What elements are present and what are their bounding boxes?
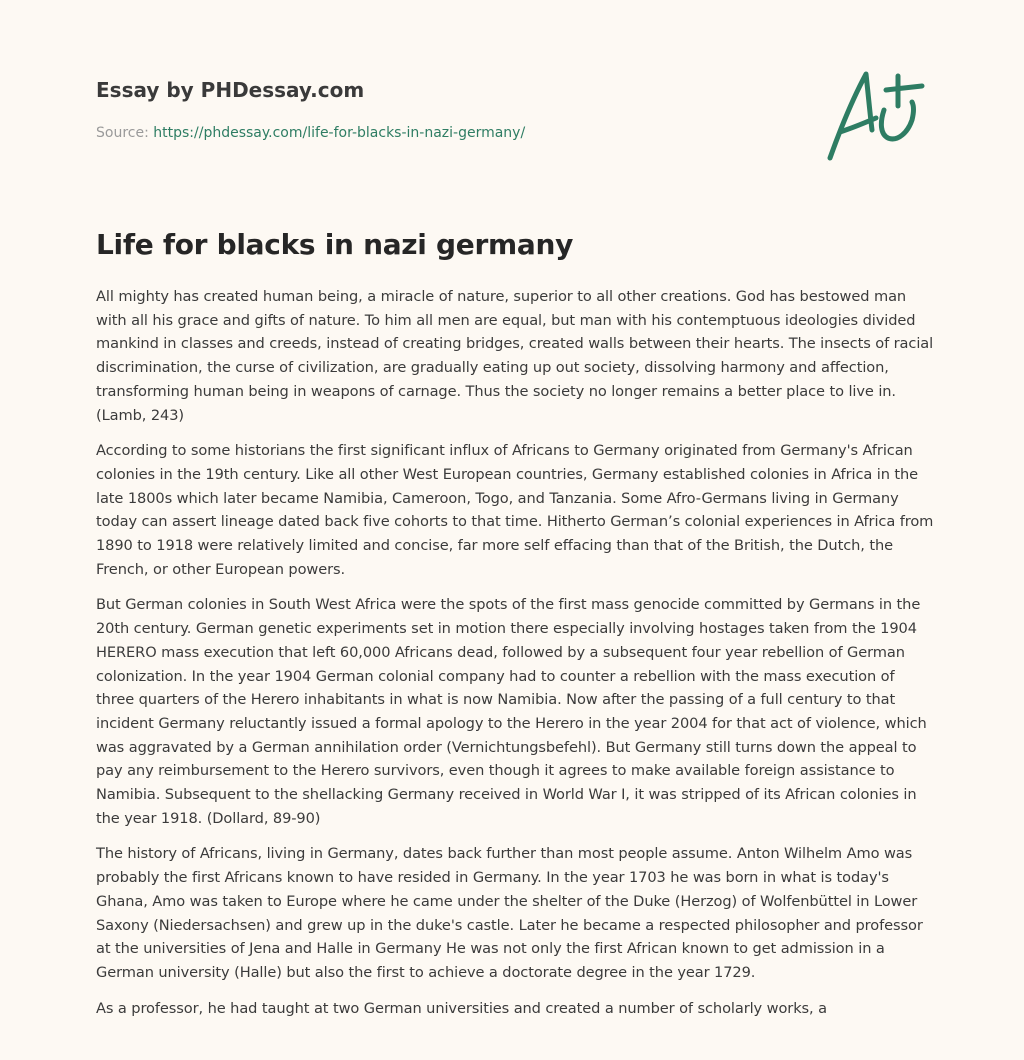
page-header: [96, 76, 796, 143]
essay-paragraph: But German colonies in South West Africa were the spots of the first mass genocide committed by Germans in the 20th century. German genetic experiments set in motion there especially involving hostages taken from the 1904 HERERO mass execution that left 60,000 Africans dead, followed by a subsequent four year rebellion of German colonization. In the year 1904 German colonial company had to counter a rebellion with the mass execution of three quarters of the Herero inhabitants in what is now Namibia. Now after the passing of a full century to that incident Germany reluctantly issued a formal apology to the Herero in the year 2004 for that act of violence, which was aggravated by a German annihilation order (Vernichtungsbefehl). But Germany still turns down the appeal to pay any reimbursement to the Herero survivors, even though it agrees to make available foreign assistance to Namibia. Subsequent to the shellacking Germany received in World War I, it was stripped of its African colonies in the year 1918. (Dollard, 89-90): [96, 596, 927, 827]
essay-paragraph: As a professor, he had taught at two German universities and created a number of scholarly works, a: [96, 999, 827, 1017]
source-link[interactable]: https://phdessay.com/life-for-blacks-in-nazi-germany/: [153, 125, 526, 141]
essay-paragraph: The history of Africans, living in Germany, dates back further than most people assume. Anton Wilhelm Amo was probably the first Africans known to have resided in Germany. In the year 1703 he was born in what is today's Ghana, Amo was taken to Europe where he came under the shelter of the Duke (Herzog) of Wolfenbüttel in Lower Saxony (Niedersachsen) and grew up in the duke's castle. Later he became a respected philosopher and professor at the universities of Jena and Halle in Germany He was not only the first African known to get admission in a German university (Halle) but also the first to achieve a doctorate degree in the year 1729.: [96, 845, 923, 981]
a-plus-logo-icon: [822, 66, 932, 166]
essay-paragraph: According to some historians the first significant influx of Africans to Germany originated from Germany's African colonies in the 19th century. Like all other West European countries, Germany established colonies in Africa in the late 1800s which later became Namibia, Cameroon, Togo, and Tanzania. Some Afro-Germans living in Germany today can assert lineage dated back five cohorts to that time. Hitherto German’s colonial experiences in Africa from 1890 to 1918 were relatively limited and concise, far more self effacing than that of the British, the Dutch, the French, or other European powers.: [96, 442, 934, 578]
site-title: Essay by PHDessay.com: [96, 78, 365, 102]
essay-body: [96, 285, 936, 1032]
source-line: [96, 123, 796, 143]
essay-paragraph: All mighty has created human being, a miracle of nature, superior to all other creations. God has bestowed man with all his grace and gifts of nature. To him all men are equal, but man with his contemptuous ideologies divided mankind in classes and creeds, instead of creating bridges, created walls between their hearts. The insects of racial discrimination, the curse of civilization, are gradually eating up out society, dissolving harmony and affection, transforming human being in weapons of carnage. Thus the society no longer remains a better place to live in. (Lamb, 243): [96, 288, 934, 424]
source-label: Source:: [96, 125, 154, 141]
essay-title: Life for blacks in nazi germany: [96, 228, 574, 261]
